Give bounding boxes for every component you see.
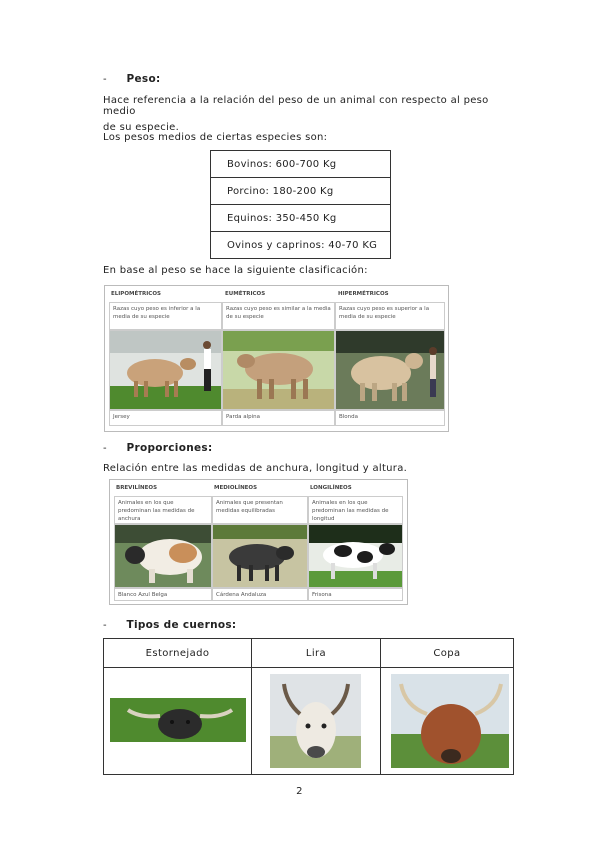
horn-type-header: Lira [252,639,381,668]
peso-heading: Peso: [126,73,161,85]
lira-horns-photo [270,674,361,768]
weights-row [211,232,391,259]
blanco-azul-belga-cow-photo [114,524,212,588]
bullet: - [103,443,107,454]
column-header: MEDIOLÍNEOS [214,485,258,491]
peso-paragraph-1-line-2: de su especie. [103,122,180,133]
blonda-cow-photo [335,330,445,410]
bullet: - [103,74,107,85]
classification-intro: En base al peso se hace la siguiente clasificación: [103,265,368,276]
column-header: EUMÉTRICOS [225,291,266,297]
breed-label: Jersey [109,410,222,426]
peso-paragraph-2: Los pesos medios de ciertas especies son: [103,132,328,143]
horn-header-row [104,639,514,668]
weights-row [211,178,391,205]
weights-cell: Ovinos y caprinos: 40-70 KG [211,232,391,259]
jersey-cow-photo [109,330,222,410]
horn-photo-row [104,668,514,775]
breed-label: Blonda [335,410,445,426]
proporciones-heading: Proporciones: [126,442,213,454]
cuernos-heading-row [103,619,236,631]
column-description: Animales que presentan medidas equilibradas [212,496,308,524]
peso-paragraph-1-line-1: Hace referencia a la relación del peso de un animal con respecto al peso medio [103,95,489,117]
proportions-table [109,479,408,605]
proporciones-paragraph: Relación entre las medidas de anchura, longitud y altura. [103,463,408,474]
bullet: - [103,620,107,631]
cardena-andaluza-cow-photo [212,524,308,588]
column-description: Animales en los que predominan las medidas de anchura [114,496,212,524]
peso-paragraph-1 [103,95,523,133]
column-description: Razas cuyo peso es inferior a la media de su especie [109,302,222,330]
page-number: 2 [296,786,303,797]
weights-table [210,150,391,259]
breed-label: Parda alpina [222,410,335,426]
horn-type-header: Copa [381,639,514,668]
parda-alpina-cow-photo [222,330,335,410]
column-description: Animales en los que predominan las medidas de longitud [308,496,403,524]
column-header: ELIPOMÉTRICOS [111,291,161,297]
horn-types-table [103,638,514,775]
weights-cell: Porcino: 180-200 Kg [211,178,391,205]
frisona-cow-photo [308,524,403,588]
peso-heading-row [103,73,160,85]
weights-cell: Bovinos: 600-700 Kg [211,151,391,178]
column-header: BREVILÍNEOS [116,485,158,491]
column-header: LONGILÍNEOS [310,485,352,491]
horn-type-header: Estornejado [104,639,252,668]
weight-classification-table [104,285,449,432]
column-description: Razas cuyo peso es similar a la media de su especie [222,302,335,330]
column-description: Razas cuyo peso es superior a la media de su especie [335,302,445,330]
breed-label: Cárdena Andaluza [212,588,308,601]
copa-horns-photo [391,674,509,768]
breed-label: Frisona [308,588,403,601]
copa-cell [381,668,514,775]
weights-row [211,205,391,232]
estornejado-cell [104,668,252,775]
lira-cell [252,668,381,775]
weights-cell: Equinos: 350-450 Kg [211,205,391,232]
proporciones-heading-row [103,442,212,454]
weights-row [211,151,391,178]
breed-label: Blanco Azul Belga [114,588,212,601]
cuernos-heading: Tipos de cuernos: [126,619,237,631]
column-header: HIPERMÉTRICOS [338,291,389,297]
estornejado-horns-photo [110,698,246,742]
